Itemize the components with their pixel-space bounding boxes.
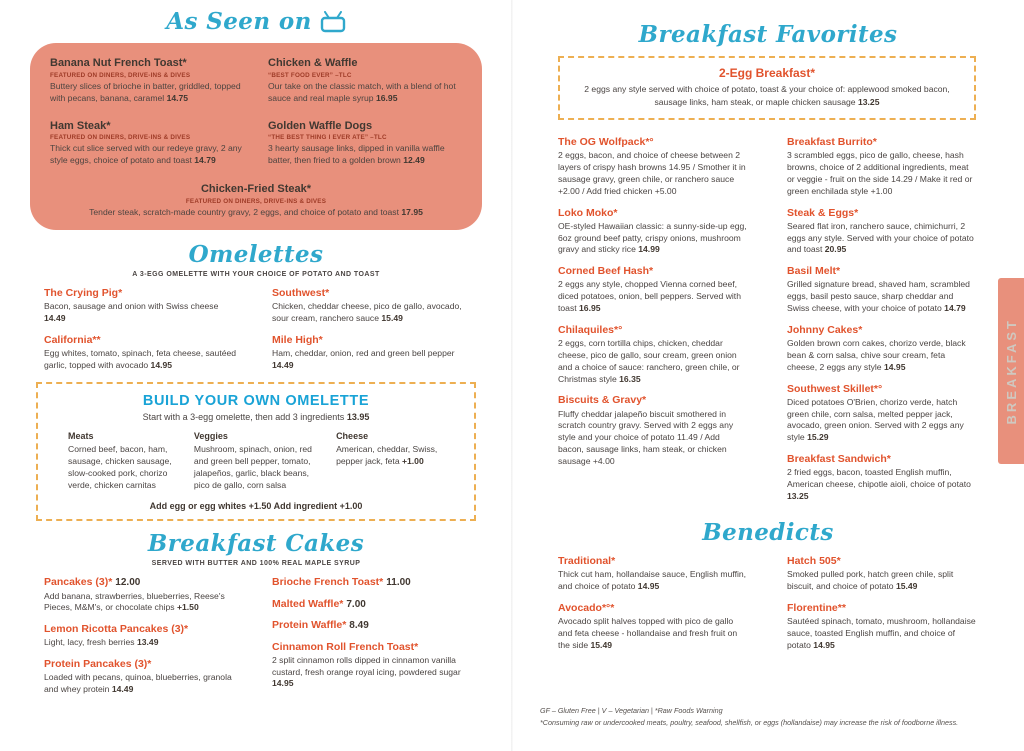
menu-item [558, 324, 747, 386]
menu-item [50, 183, 462, 219]
as-seen-heading [0, 9, 512, 34]
item-description: Tender steak, scratch-made country gravy, 2 eggs, and choice of potato and toast 17.95 [89, 206, 423, 217]
item-title: Biscuits & Gravy* [558, 394, 647, 407]
item-title: Protein Pancakes (3)* [44, 658, 152, 671]
favorites-right-column [787, 136, 976, 512]
item-price: 14.49 [272, 359, 294, 370]
cakes-right-column [272, 576, 468, 705]
item-title: Chicken-Fried Steak* [200, 183, 312, 196]
build-column-meats [68, 431, 176, 491]
item-description: Sautéed spinach, tomato, mushroom, hollandaise sauce, toasted English muffin, and choice of potato 14.95 [787, 615, 976, 650]
item-price: 14.49 [111, 684, 134, 695]
item-title: Basil Melt* [787, 265, 841, 278]
item-title: The OG Wolfpack*° [558, 136, 654, 149]
item-title: Traditional* [558, 555, 616, 568]
menu-item [787, 324, 976, 374]
item-price: 16.95 [579, 303, 601, 314]
build-your-own-omelette-box [36, 382, 476, 520]
item-description: 2 split cinnamon rolls dipped in cinnamon vanilla custard, fresh orange royal icing, powdered sugar 14.95 [272, 654, 461, 689]
item-title: Pancakes (3)* 12.00 [44, 576, 141, 589]
breakfast-cakes-note: SERVED WITH BUTTER AND 100% REAL MAPLE SYRUP [151, 560, 361, 568]
menu-item [44, 576, 240, 614]
as-seen-featured-box [30, 43, 482, 229]
item-title: Breakfast Burrito* [787, 136, 877, 149]
as-seen-centered-item [50, 183, 462, 219]
item-title: Southwest* [272, 286, 330, 299]
menu-item [787, 453, 976, 503]
item-price: 14.95 [150, 359, 173, 370]
item-title: Golden Waffle Dogs [268, 119, 373, 132]
item-title: Cinnamon Roll French Toast* [272, 640, 419, 653]
item-description: Loaded with pecans, quinoa, blueberries, granola and whey protein 14.49 [44, 672, 232, 695]
as-seen-items-grid [50, 57, 462, 176]
item-price: 7.00 [346, 598, 366, 610]
menu-item [268, 120, 462, 167]
column-text: Corned beef, bacon, ham, sausage, chicken sausage, slow-cooked pork, chorizo verde, chicken carnitas [68, 444, 172, 490]
favorites-left-column [558, 136, 747, 512]
item-description: 2 fried eggs, bacon, toasted English muffin, American cheese, chipotle aioli, choice of potato 13.25 [787, 467, 971, 501]
item-title: Loko Moko* [558, 206, 618, 219]
item-price: 12.49 [403, 155, 425, 166]
menu-item [558, 602, 747, 652]
build-columns [56, 431, 456, 491]
item-price: 14.95 [272, 678, 294, 689]
item-title: Breakfast Sandwich* [787, 453, 891, 466]
page-fold-divider [511, 0, 513, 751]
item-title: Steak & Eggs* [787, 206, 859, 219]
menu-item [787, 602, 976, 652]
item-title: The Crying Pig* [44, 286, 123, 299]
menu-item [558, 265, 747, 315]
item-description: 2 eggs any style served with choice of potato, toast & your choice of: applewood smoked bacon, sausage links, ham steak, or maple chicken sausage 13.25 [584, 84, 950, 107]
item-price: 14.79 [944, 303, 966, 314]
item-tagline: FEATURED ON DINERS, DRIVE-INS & DIVES [50, 71, 191, 79]
menu-item [44, 287, 240, 325]
item-description: 2 eggs, corn tortilla chips, chicken, cheddar cheese, pico de gallo, sour cream, green onion and a choice of sauce: ranchero, green chile, or Christmas style 16.35 [558, 338, 740, 384]
item-description: Grilled signature bread, shaved ham, scrambled eggs, basil pesto sauce, sharp cheddar and Swiss cheese, with your choice of potato 14.79 [787, 279, 970, 314]
item-price: 20.95 [824, 244, 847, 255]
item-price: 13.25 [857, 96, 880, 107]
item-tagline: “THE BEST THING I EVER ATE” –TLC [268, 134, 387, 142]
build-price: 13.95 [346, 412, 370, 423]
item-price: 14.99 [638, 244, 660, 255]
item-price: 15.49 [381, 312, 403, 323]
menu-item [558, 136, 747, 198]
menu-item [50, 120, 244, 167]
item-description: 2 eggs, bacon, and choice of cheese between 2 layers of crispy hash browns 14.95 / Smother it in sausage gravy, green chile, or ranchero sauce +2.00 / Add fried chicken +5.00 [558, 150, 746, 196]
item-price: 15.29 [807, 432, 829, 443]
menu-item [558, 207, 747, 257]
page-right [512, 0, 1024, 751]
item-title: Johnny Cakes* [787, 323, 863, 336]
item-title: 2-Egg Breakfast* [718, 66, 816, 81]
item-tagline: FEATURED ON DINERS, DRIVE-INS & DIVES [50, 134, 191, 142]
breakfast-favorites-heading: Breakfast Favorites [638, 21, 898, 48]
item-price: 13.25 [787, 490, 809, 501]
omelettes-items [44, 287, 468, 381]
menu-item [272, 334, 468, 372]
item-price: 14.75 [166, 92, 189, 103]
item-price: 16.35 [619, 373, 641, 384]
menu-item [558, 394, 747, 467]
item-description: Thick cut ham, hollandaise sauce, English muffin, and choice of potato 14.95 [558, 569, 747, 591]
omelettes-heading: Omelettes [188, 240, 324, 268]
menu-item [272, 641, 468, 691]
build-column-cheese [336, 431, 444, 491]
breakfast-side-tab [998, 278, 1024, 464]
item-price: 14.79 [194, 155, 216, 166]
item-title: Malted Waffle* 7.00 [272, 597, 366, 610]
menu-footer [540, 705, 984, 729]
item-tagline: FEATURED ON DINERS, DRIVE-INS & DIVES [185, 197, 327, 205]
menu-item [272, 576, 468, 589]
item-title: Hatch 505* [787, 555, 841, 568]
item-description: Bacon, sausage and onion with Swiss cheese 14.49 [44, 300, 219, 323]
menu-item [558, 555, 747, 593]
footer-warning: *Consuming raw or undercooked meats, poultry, seafood, shellfish, or eggs (hollandaise) may increase the risk of foodborne illness. [540, 717, 959, 727]
column-heading: Cheese [336, 431, 369, 442]
cakes-left-column [44, 576, 240, 705]
item-description: Chicken, cheddar cheese, pico de gallo, avocado, sour cream, ranchero sauce 15.49 [272, 300, 462, 323]
item-addon-price: +1.50 [177, 602, 199, 613]
item-price: 13.49 [136, 637, 159, 648]
item-description: Golden brown corn cakes, chorizo verde, black bean & corn salsa, chive sour cream, feta cheese, 2 eggs any style 14.95 [787, 338, 966, 372]
menu-item [787, 265, 976, 315]
favorites-items [558, 136, 976, 512]
menu-item [787, 555, 976, 593]
benedicts-heading: Benedicts [702, 518, 834, 546]
item-title: Southwest Skillet*° [787, 382, 883, 395]
item-title: Brioche French Toast* 11.00 [272, 576, 411, 589]
item-description: Smoked pulled pork, hatch green chile, split biscuit, and choice of potato 15.49 [787, 569, 954, 591]
item-description: OE-styled Hawaiian classic: a sunny-side-up egg, 6oz ground beef patty, crispy onions, mushroom gravy and sticky rice 14.99 [558, 220, 747, 255]
item-title: Lemon Ricotta Pancakes (3)* [44, 623, 189, 636]
as-seen-title: As Seen on [166, 8, 312, 35]
item-description: Thick cut slice served with our redeye gravy, 2 any style eggs, choice of potato and toast 14.79 [50, 143, 242, 166]
item-price: 14.95 [813, 639, 835, 650]
two-egg-breakfast-box [558, 56, 976, 120]
menu-item [787, 136, 976, 198]
item-title: Chicken & Waffle [268, 57, 358, 70]
build-subtitle: Start with a 3-egg omelette, then add 3 ingredients 13.95 [142, 412, 370, 423]
item-description: Add banana, strawberries, blueberries, Reese's Pieces, M&M's, or chocolate chips +1.50 [44, 590, 225, 613]
tv-icon [320, 11, 346, 33]
menu-item [787, 207, 976, 257]
menu-item [272, 598, 468, 611]
item-title: Mile High* [272, 333, 323, 346]
item-description: 2 eggs any style, chopped Vienna corned beef, diced potatoes, onion, bell peppers. Served with toast 16.95 [558, 279, 741, 314]
item-title: Avocado*°* [558, 601, 615, 614]
footer-legend: GF – Gluten Free | V – Vegetarian | *Raw Foods Warning [540, 705, 723, 715]
item-price: 14.95 [883, 361, 906, 372]
build-column-veggies [194, 431, 318, 491]
column-heading: Meats [68, 431, 94, 442]
item-price: 15.49 [895, 580, 918, 591]
item-title: Protein Waffle* 8.49 [272, 619, 369, 632]
menu-item [272, 619, 468, 632]
menu-item [44, 334, 240, 372]
column-heading: Veggies [193, 431, 228, 442]
item-price: 14.95 [637, 580, 660, 591]
column-text: Mushroom, spinach, onion, red and green bell pepper, tomato, jalapeños, garlic, black beans, pico de gallo, corn salsa [193, 444, 312, 490]
omelettes-note: A 3-EGG OMELETTE WITH YOUR CHOICE OF POTATO AND TOAST [132, 270, 380, 278]
item-description: Buttery slices of brioche in batter, griddled, topped with pecans, banana, caramel 14.75 [50, 80, 241, 103]
item-price: 16.95 [375, 92, 398, 103]
benedicts-left-column [558, 555, 747, 660]
item-description: Egg whites, tomato, spinach, feta cheese, sautéed garlic, topped with avocado 14.95 [44, 347, 237, 370]
item-description: Diced potatoes O'Brien, chorizo verde, hatch green chile, corn salsa, melted pepper jack, avocado, green onion. Served with 2 eggs any style 15.29 [787, 396, 964, 443]
item-price: 8.49 [349, 620, 369, 632]
item-title: California** [44, 333, 101, 346]
item-description: 3 scrambled eggs, pico de gallo, cheese, hash browns, choice of 2 additional ingredients, meat or veggie - fruit on the side 14.29 / Make it red or green enchilada style +1.00 [787, 150, 973, 196]
item-tagline: “BEST FOOD EVER” –TLC [268, 71, 352, 79]
item-price: 14.49 [44, 312, 66, 323]
benedicts-items [558, 555, 976, 660]
item-description: Fluffy cheddar jalapeño biscuit smothered in scratch country gravy. Served with 2 eggs any style and your choice of potato 11.49 / Add bacon, sausage links, ham steak, or chicken sausage +4.00 [558, 408, 734, 466]
item-title: Chilaquiles*° [558, 323, 623, 336]
item-description: 3 hearty sausage links, dipped in vanilla waffle batter, then fried to a golden brown 12.49 [268, 143, 445, 166]
item-description: Seared flat iron, ranchero sauce, chimichurri, 2 eggs any style. Served with your choice of potato and toast 20.95 [787, 220, 974, 255]
item-title: Banana Nut French Toast* [50, 57, 187, 70]
benedicts-right-column [787, 555, 976, 660]
menu-item [50, 57, 244, 104]
menu-item [44, 623, 240, 649]
column-price: +1.00 [402, 456, 424, 467]
build-addons: Add egg or egg whites +1.50 Add ingredient +1.00 [149, 500, 363, 511]
item-title: Florentine** [787, 601, 846, 614]
breakfast-cakes-items [44, 576, 468, 705]
item-description: Ham, cheddar, onion, red and green bell pepper 14.49 [272, 347, 455, 370]
item-description: Avocado split halves topped with pico de gallo and feta cheese - hollandaise and fresh fruit on the side 15.49 [558, 615, 738, 650]
item-title: Ham Steak* [50, 119, 111, 132]
menu-item [268, 57, 462, 104]
item-description: Our take on the classic match, with a blend of hot sauce and real maple syrup 16.95 [268, 80, 456, 103]
item-price: 15.49 [590, 639, 613, 650]
item-description: Light, lacy, fresh berries 13.49 [44, 637, 159, 648]
breakfast-tab-label: BREAKFAST [1003, 317, 1019, 425]
item-price: 11.00 [386, 577, 411, 589]
menu-item [272, 287, 468, 325]
item-price: 17.95 [401, 206, 423, 217]
build-title: BUILD YOUR OWN OMELETTE [142, 393, 370, 410]
item-price: 12.00 [115, 577, 141, 589]
item-title: Corned Beef Hash* [558, 265, 654, 278]
column-text: American, cheddar, Swiss, pepper jack, feta +1.00 [336, 444, 438, 467]
breakfast-cakes-heading: Breakfast Cakes [147, 529, 365, 557]
menu-item [787, 383, 976, 445]
menu-item [44, 658, 240, 696]
